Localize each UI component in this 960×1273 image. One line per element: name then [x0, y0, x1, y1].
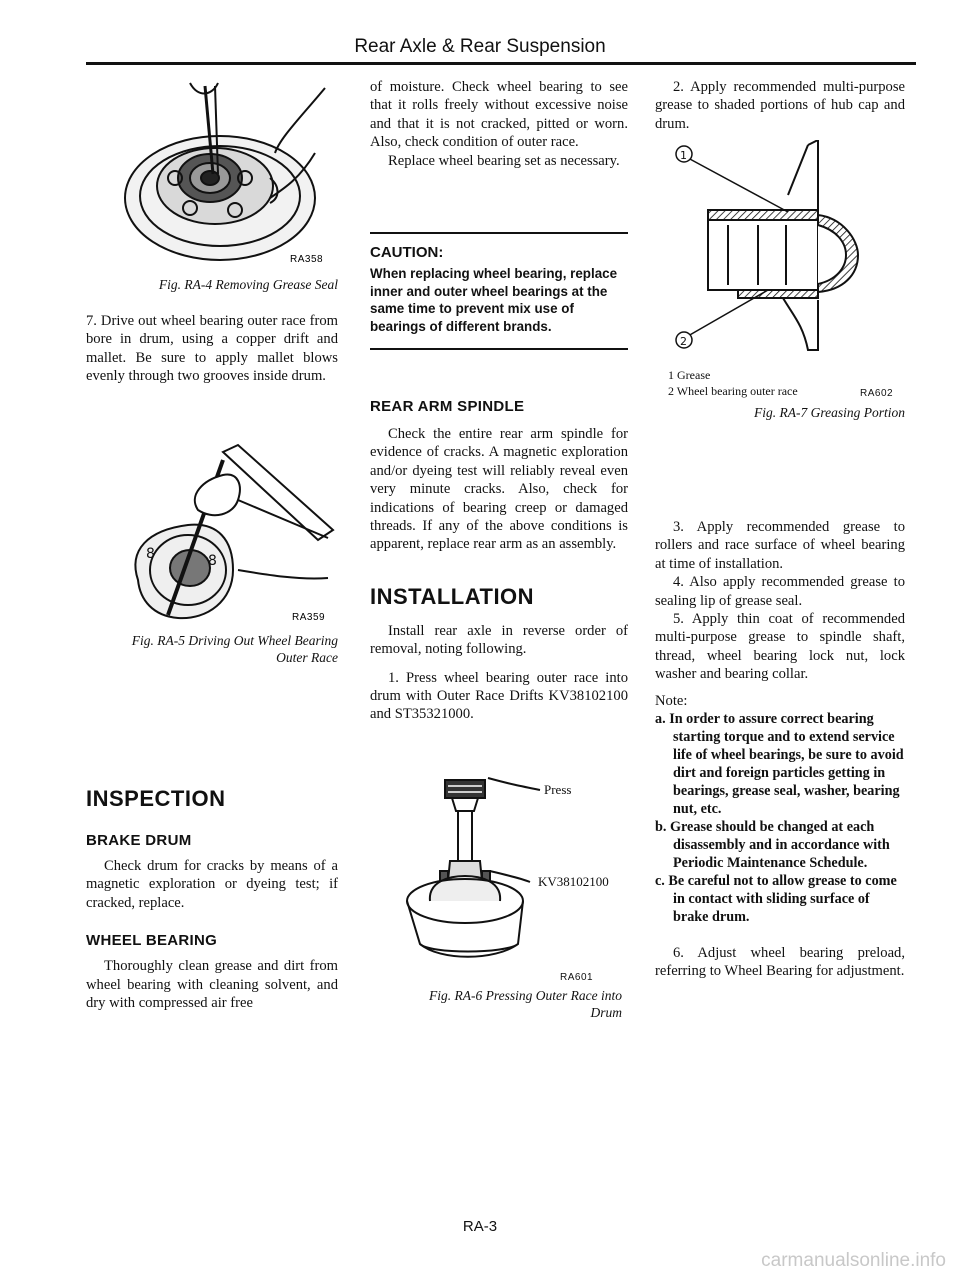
- wheel-bearing-text: Thoroughly clean grease and dirt from wheel bearing with cleaning solvent, and dry with compressed air free: [86, 958, 338, 1012]
- rear-arm-spindle-text: Check the entire rear arm spindle for evidence of cracks. A magnetic exploration and/or dyeing test will reliably reveal even very minute cracks. Also, check for indications of bearing creep or damaged threads. If any of the above conditions is apparent, replace rear arm as an assembly.: [370, 426, 628, 553]
- caution-top-rule: [370, 232, 628, 234]
- page-header-title: Rear Axle & Rear Suspension: [354, 36, 606, 57]
- header-rule: [86, 62, 916, 65]
- caution-bottom-rule: [370, 348, 628, 350]
- brake-drum-heading: BRAKE DRUM: [86, 832, 192, 849]
- tool-number-label: KV38102100: [538, 874, 609, 889]
- svg-text:8: 8: [146, 546, 155, 562]
- figure-ra6-code: RA601: [560, 972, 594, 983]
- caution-text: When replacing wheel bearing, replace inner and outer wheel bearings at the same time to prevent mix use of bearings of different brands.: [370, 266, 618, 334]
- step-5-text: 5. Apply thin coat of recommended multi-purpose grease to spindle shaft, thread, wheel bearing lock nut, lock washer and bearing collar.: [655, 611, 905, 683]
- figure-ra6-caption-line2: Drum: [590, 1005, 622, 1020]
- figure-ra7-illustration: [668, 140, 898, 355]
- figure-ra4-illustration: [120, 78, 340, 268]
- installation-heading: INSTALLATION: [370, 583, 535, 609]
- wheel-bearing-heading: WHEEL BEARING: [86, 932, 218, 950]
- step-7-text: 7. Drive out wheel bearing outer race from bore in drum, using a copper drift and mallet. Be sure to apply mallet blows evenly through two grooves inside drum.: [86, 313, 338, 385]
- step-3-text: 3. Apply recommended grease to rollers and race surface of wheel bearing at time of installation.: [655, 519, 905, 572]
- figure-ra6-illustration: [400, 776, 630, 966]
- figure-ra6-caption-line1: Fig. RA-6 Pressing Outer Race into: [429, 988, 622, 1003]
- step-4-text: 4. Also apply recommended grease to sealing lip of grease seal.: [655, 574, 905, 609]
- bearing-check-text: of moisture. Check wheel bearing to see that it rolls freely without excessive noise and that it is not cracked, pitted or worn. Also, check condition of outer race.: [370, 79, 628, 151]
- caution-title: CAUTION:: [370, 244, 444, 261]
- step-6-text: 6. Adjust wheel bearing preload, referring to Wheel Bearing for adjustment.: [655, 945, 905, 980]
- ra7-legend-outer-race: 2 Wheel bearing outer race: [668, 384, 798, 398]
- step-1-text: 1. Press wheel bearing outer race into drum with Outer Race Drifts KV38102100 and ST35321000.: [370, 669, 628, 723]
- note-c: c. Be careful not to allow grease to come in contact with sliding surface of brake drum.: [655, 873, 897, 926]
- ra7-legend-grease: 1 Grease: [668, 368, 711, 382]
- callout-1: 1: [680, 149, 687, 162]
- figure-ra4-code: RA358: [290, 254, 324, 265]
- rear-arm-spindle-heading: REAR ARM SPINDLE: [370, 398, 525, 415]
- note-a: a. In order to assure correct bearing starting torque and to extend service life of wheel bearings, be sure to avoid dirt and foreign particles getting in bearings, grease seal, washer, bearing nut, etc.: [655, 711, 904, 818]
- note-b: b. Grease should be changed at each disassembly and in accordance with Periodic Maintenance Schedule.: [655, 819, 890, 872]
- figure-ra5-code: RA359: [292, 612, 326, 623]
- figure-ra5-illustration: [128, 440, 340, 625]
- brake-drum-text: Check drum for cracks by means of a magnetic exploration or dyeing test; if cracked, replace.: [86, 858, 338, 911]
- figure-ra7-caption: Fig. RA-7 Greasing Portion: [754, 405, 905, 420]
- installation-text: Install rear axle in reverse order of removal, noting following.: [370, 622, 628, 658]
- figure-ra5-caption-line1: Fig. RA-5 Driving Out Wheel Bearing: [131, 633, 338, 648]
- step-2-text: 2. Apply recommended multi-purpose grease to shaded portions of hub cap and drum.: [655, 79, 905, 132]
- press-label: Press: [544, 782, 572, 797]
- caution-box: [370, 244, 628, 335]
- figure-ra7-code: RA602: [860, 388, 894, 399]
- figure-ra4-caption: Fig. RA-4 Removing Grease Seal: [158, 277, 338, 292]
- note-label: Note:: [655, 692, 688, 709]
- replace-bearing-text: Replace wheel bearing set as necessary.: [388, 152, 620, 169]
- svg-text:8: 8: [208, 553, 217, 569]
- page-number: RA-3: [462, 1218, 498, 1235]
- inspection-heading: INSPECTION: [86, 786, 226, 811]
- figure-ra5-caption-line2: Outer Race: [276, 650, 338, 665]
- watermark: carmanualsonline.info: [761, 1250, 946, 1271]
- callout-2: 2: [680, 335, 687, 348]
